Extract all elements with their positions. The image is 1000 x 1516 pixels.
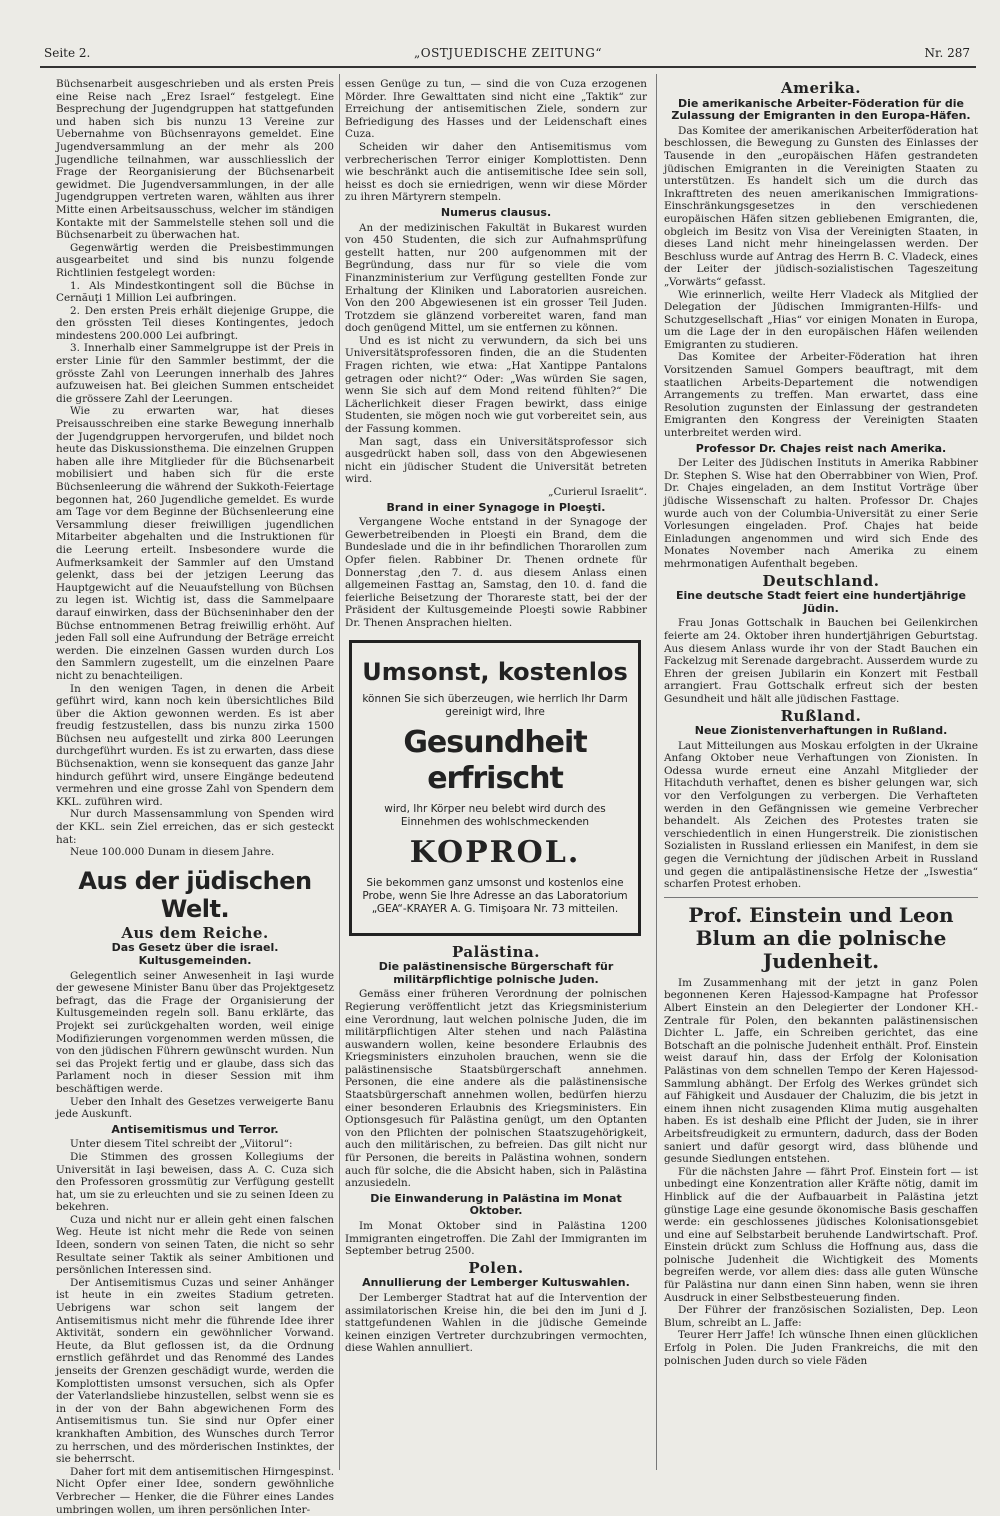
section-title-deutschland: Deutschland.: [762, 571, 880, 590]
paragraph: Wie erinnerlich, weilte Herr Vladeck als Mitglied der Delegation der Jüdischen Immigranten-Hilfs- und Schutzgesellschaft „Hias“ vor einigen Monaten in Europa, um die Lage der in den europäischen Häfen weilenden Emigranten zu studieren.: [664, 288, 978, 351]
paragraph: Im Zusammenhang mit der jetzt in ganz Polen begonnenen Keren Hajessod-Kampagne hat Professor Albert Einstein an den Delegierter der Londoner KH.-Zentrale für Polen, den bekannten palästinensischen Dichter L. Jaffe, ein Schreiben gerichtet, das eine Botschaft an die polnische Judenheit enthält. Prof. Einstein weist darauf hin, dass der Erfolg der Kolonisation Palästinas von dem schnellen Tempo der Keren Hajessod-Sammlung abhängt. Der Erfolg des Werkes gründet sich auf Fähigkeit und Ausdauer der Chaluzim, die bis jetzt in einem ihnen nicht zusagenden Klima mutig ausgehalten haben. Es ist deshalb eine Pflicht der Juden, sie in ihrer Arbeitsfreudigkeit zu ermuntern, dadurch, dass der Boden saniert und dafür gesorgt wird, dass blühende und gesunde Siedlungen entstehen.: [664, 976, 978, 1166]
paragraph: Gemäss einer früheren Verordnung der polnischen Regierung veröffentlicht jetzt das Kriegsministerium eine Verordnung, laut welchen polnische Juden, die im militärpflichtigen Alter stehen und nach Palästina auswandern wollen, keine besondere Erlaubnis des Kriegsministers einzuholen brauchen, wenn sie die palästinensische Staatsbürgerschaft annehmen. Personen, die eine andere als die palästinensische Staatsbürgerschaft annehmen wollen, bedürfen hierzu einer besonderen Erlaubnis des Kriegsministers. Ein Optionsgesuch für Palästina genügt, um den Optanten von den Pflichten der polnischen Staatszugehörigkeit, auch den militärischen, zu befreien. Das gilt nicht nur für Personen, die bereits in Palästina wohnen, sondern auch für solche, die die Absicht haben, sich in Palästina anzusiedeln.: [345, 988, 647, 1190]
column-divider: [339, 74, 340, 1470]
ad-text: wird, Ihr Körper neu belebt wird durch des Einnehmen des wohlschmeckenden: [384, 802, 606, 828]
paragraph: Teurer Herr Jaffe! Ich wünsche Ihnen einen glücklichen Erfolg in Polen. Die Juden Frankreichs, die mit den polnischen Juden durch so viele Fäden: [664, 1329, 978, 1367]
paragraph: Im Monat Oktober sind in Palästina 1200 Immigranten eingetroffen. Die Zahl der Immigranten im September betrug 2500.: [345, 1220, 647, 1258]
paragraph: Und es ist nicht zu verwundern, da sich bei uns Universitätsprofessoren finden, die an die Studenten Fragen richten, wie etwa: „Hat Xantippe Pantalons getragen oder nicht?“ Oder: „Was würden Sie sagen, wenn Sie sich auf dem Mond reitend fühlten?“ Die Lächerlichkeit dieser Fragen bewirkt, dass einige Studenten, sie mögen noch wie gut vorbereitet sein, aus der Fassung kommen.: [345, 334, 647, 436]
paragraph: Vergangene Woche entstand in der Synagoge der Gewerbetreibenden in Ploeşti ein Brand, dem die Bundeslade und die in ihr befindlichen Thorarollen zum Opfer fielen. Rabbiner Dr. Thenen ordnete für Donnerstag ,den 7. d. aus diesem Anlass einen allgemeinen Fasttag an, Samstag, den 10. d. fand die feierliche Beisetzung der Thorareste statt, bei der der Präsident der Kultusgemeinde Ploeşti sowie Rabbiner Dr. Thenen Ansprachen hielten.: [345, 516, 647, 629]
paragraph: Unter diesem Titel schreibt der „Viitorul“:: [70, 1138, 293, 1151]
section-title-amerika: Amerika.: [781, 79, 861, 97]
paragraph: Scheiden wir daher den Antisemitismus vom verbrecherischen Terror einiger Komplottisten. Denn wie beschränkt auch die antisemitische Idee sein soll, heisst es doch sie erniedrigen, wenn wir diese Mörder zu ihren Märtyrern stempeln.: [345, 140, 647, 204]
paragraph: Nur durch Massensammlung von Spenden wird der KKL. sein Ziel erreichen, das er sich gesteckt hat:: [56, 808, 334, 846]
section-title-russland: Rußland.: [780, 706, 862, 725]
article-title: Antisemitismus und Terror.: [111, 1122, 279, 1136]
paragraph: Ueber den Inhalt des Gesetzes verweigerte Banu jede Auskunft.: [56, 1095, 334, 1121]
article-title: Die amerikanische Arbeiter-Föderation für die Zulassung der Emigranten in den Europa-Häfen.: [671, 96, 971, 123]
paragraph: Für die nächsten Jahre — fährt Prof. Einstein fort — ist unbedingt eine Konzentration aller Kräfte nötig, damit im Hinblick auf die der Aufbauarbeit in Palästina jetzt günstige Lage eine gesunde ökonomische Basis geschaffen werde: ein geschlossenes jüdisches Kolonisationsgebiet und eine auf Selbstarbeit beruhende Landwirtschaft. Prof. Einstein drückt zum Schluss die Hoffnung aus, dass die polnische Judenheit die Wichtigkeit des Moments begreifen werde, vor allem dies: dass alle guten Wünsche für Palästina nur dann einen Sinn haben, wenn sie ihren Ausdruck in einer Selbstbesteuerung finden.: [664, 1165, 978, 1304]
paragraph: An der medizinischen Fakultät in Bukarest wurden von 450 Studenten, die sich zur Aufnahmsprüfung gestellt hatten, nur 200 aufgenommen mit der Begründung, dass nur für so viele die vom Finanzministerium zur Verfügung gestellten Fonde zur Erhaltung der Kliniken und Laboratorien ausreichen. Von den 200 Abgewiesenen ist ein grosser Teil Juden. Trotzdem sie glänzend vorbereitet waren, fand man doch genügend Mittel, um sie entfernen zu können.: [345, 221, 647, 335]
article-title: Eine deutsche Stadt feiert eine hundertjährige Jüdin.: [676, 589, 966, 615]
masthead-title: „OSTJUEDISCHE ZEITUNG“: [414, 46, 602, 60]
paragraph: Der Lemberger Stadtrat hat auf die Intervention der assimilatorischen Kreise hin, die bei den im Juni d J. stattgefundenen Wahlen in die jüdische Gemeinde keinen einzigen Vertreter durchzubringen vermochten, diese Wahlen annulliert.: [345, 1291, 647, 1355]
paragraph: Gelegentlich seiner Anwesenheit in Iaşi wurde der gewesene Minister Banu über das Projektgesetz befragt, das die Frage der Organisierung der Kultusgemeinden regeln soll. Banu erklärte, das Projekt sei zurückgehalten worden, weil einige Modifizierungen vorgenommen werden müssen, die von den jüdischen Führern gewünscht wurden. Nun sei das Projekt fertig und er glaube, dass sich das Parlament noch in dieser Session mit ihm beschäftigen werde.: [56, 969, 334, 1095]
article-title: Brand in einer Synagoge in Ploeşti.: [386, 500, 606, 514]
article-title: Die Einwanderung in Palästina im Monat Oktober.: [370, 1191, 622, 1218]
column-divider: [656, 74, 657, 1470]
source-attribution: „Curierul Israelit“.: [548, 486, 647, 498]
ad-brand: KOPROL.: [409, 834, 581, 870]
paragraph: 3. Innerhalb einer Sammelgruppe ist der Preis in erster Linie für den Sammler bestimmt, der die grösste Zahl von Leerungen innerhalb des Jahres aufzuweisen hat. Bei gleichen Summen entscheidet die grössere Zahl der Leerungen.: [56, 342, 334, 405]
page-label: Seite 2.: [44, 46, 91, 60]
paragraph: Wie zu erwarten war, hat dieses Preisausschreiben eine starke Bewegung innerhalb der Jugendgruppen hervorgerufen, und bildet noch heute das Diskussionsthema. Die einzelnen Gruppen haben alle ihre Mitglieder für die Büchsenarbeit mobilisiert und haben sich für die erste Büchsenleerung die während der Sukkoth-Feiertage begonnen hat, 260 Jugendliche gemeldet. Es wurde am Tage vor dem Beginne der Büchsenleerung eine Versammlung dieser freiwilligen jugendlichen Mitarbeiter abgehalten und die Instruktionen für die Leerung erteilt. Insbesondere wurde die Aufmerksamkeit der Sammler auf den Umstand gelenkt, dass bei der jetzigen Leerung das Hauptgewicht auf die Neuaufstellung von Büchsen zu legen ist. Wichtig ist, dass die Sammelpaare darauf einwirken, dass der Büchseninhaber den der Büchse entnommenen Betrag freiwillig erhöht. Auf jeden Fall soll eine Aufrundung der Beträge erreicht werden. Die einzelnen Gassen wurden durch Los den Sammlern zugestellt, um die einzelnen Paare nicht zu benachteiligen.: [56, 405, 334, 682]
paragraph: Cuza und nicht nur er allein geht einen falschen Weg. Heute ist nicht mehr die Rede von seinen Ideen, sondern von seinen Taten, die nicht so sehr Resultate seiner Taktik als seiner Ambitionen und persönlichen Interessen sind.: [56, 1213, 334, 1277]
paragraph: Gegenwärtig werden die Preisbestimmungen ausgearbeitet und sind bis nunzu folgende Richtlinien festgelegt worden:: [56, 241, 334, 279]
article-title: Das Gesetz über die israel. Kultusgemeinden.: [111, 941, 279, 967]
article-title: Neue Zionistenverhaftungen in Rußland.: [694, 724, 948, 738]
paragraph: In den wenigen Tagen, in denen die Arbeit geführt wird, kann noch kein übersichtliches Bild über die Aktion gewonnen werden. Es ist aber freudig festzustellen, dass bis nunzu zirka 1500 Büchsen neu aufgestellt und zirka 800 Leerungen durchgeführt wurden. Es ist zu erwarten, dass diese Büchsenaktion, wenn sie konsequent das ganze Jahr hindurch geführt wird, unsere Eingänge bedeutend vermehren und eine grosse Zahl von Spendern dem KKL. zuführen wird.: [56, 682, 334, 808]
paragraph: Frau Jonas Gottschalk in Bauchen bei Geilenkirchen feierte am 24. Oktober ihren hundertjährigen Geburtstag. Aus diesem Anlass wurde ihr von der Stadt Bauchen ein Fackelzug mit Serenade dargebracht. Ausserdem wurde zu Ehren der greisen Jubilarin ein Konzert mit Festball arrangiert. Frau Gottschalk erfreut sich der besten Gesundheit und hält alle jüdischen Fasttage.: [664, 617, 978, 705]
ad-headline: Umsonst, kostenlos: [362, 657, 628, 686]
paragraph: Das Komitee der Arbeiter-Föderation hat ihren Vorsitzenden Samuel Gompers beauftragt, mit dem staatlichen Arbeits-Departement die notwendigen Arrangements zu treffen. Man erwartet, dass eine Resolution zugunsten der Einlassung der gestrandeten Emigranten den Kongress der Vereinigten Staaten unterbreitet werden wird.: [664, 351, 978, 440]
issue-number: Nr. 287: [924, 46, 970, 60]
paragraph: Der Antisemitismus Cuzas und seiner Anhänger ist heute in ein zweites Stadium getreten. Uebrigens war schon seit langem der Antisemitismus nicht mehr die führende Idee ihrer Aktivität, sondern ein gewöhnlicher Vorwand. Heute, da Blut geflossen ist, da die Ordnung ernstlich gefährdet und das Renommé des Landes jenseits der Grenzen geschädigt wurde, werden die Komplottisten umsonst versuchen, sich als Opfer der Vaterlandsliebe hinzustellen, selbst wenn sie es in der von der Bahn abgewichenen Form des Antisemitismus tun. Sie sind nur Opfer einer krankhaften Ambition, des Wunsches durch Terror zu herrschen, und des mörderischen Instinktes, der sie beherrscht.: [56, 1276, 334, 1466]
paragraph: Büchsenarbeit ausgeschrieben und als ersten Preis eine Reise nach „Erez Israel“ festgelegt. Eine Besprechung der Jugendgruppen hat stattgefunden und haben sich bis nunzu 13 Vereine zur Uebernahme von Büchsenrayons gemeldet. Eine Jugendversammlung an der mehr als 200 Jugendliche teilnahmen, war ausschliesslich der Frage der Reorganisierung der Büchsenarbeit gewidmet. Die Jugendversammlungen, in der alle Jugendgruppen vertreten waren, wählten aus ihrer Mitte einen Arbeitsausschuss, welcher im ständigen Kontakte mit der Sammelstelle stehen soll und die Büchsenarbeit zu überwachen hat.: [56, 78, 334, 242]
article-title: Numerus clausus.: [440, 205, 552, 219]
paragraph: Das Komitee der amerikanischen Arbeiterföderation hat beschlossen, die Bewegung zu Gunsten des Einlasses der Tausende in den „europäischen Häfen gestrandeten jüdischen Emigranten in die Vereinigten Staaten zu unterstützen. Es handelt sich um die durch das Inkrafttreten des neuen amerikanischen Immigrations-Einschränkungsgesetzes in den verschiedenen europäischen Häfen sitzen gebliebenen Emigranten, die, obgleich im Besitz von Visa der Vereinigten Staaten, in dieses Land nicht mehr hineingelassen werden. Der Beschluss wurde auf Antrag des Herrn B. C. Vladeck, eines der Leiter der jüdisch-sozialistischen Tageszeitung „Vorwärts“ gefasst.: [664, 124, 978, 288]
section-rule: [664, 897, 978, 898]
header-rule: [40, 66, 976, 68]
koprol-advertisement: [349, 640, 641, 936]
ad-text: Sie bekommen ganz umsonst und kostenlos eine Probe, wenn Sie Ihre Adresse an das Laboratorium „GEA“-KRAYER A. G. Timişoara Nr. 73 mitteilen.: [362, 876, 628, 915]
column-3: [664, 78, 978, 1470]
paragraph: Neue 100.000 Dunam in diesem Jahre.: [70, 846, 275, 859]
ad-headline: Gesundheit erfrischt: [403, 724, 587, 796]
column-1: [56, 78, 334, 1516]
paragraph: 1. Als Mindestkontingent soll die Büchse in Cernăuţi 1 Million Lei aufbringen.: [56, 279, 334, 305]
paragraph: Daher fort mit dem antisemitischen Hirngespinst. Nicht Opfer einer Idee, sondern gewöhnliche Verbrecher — Henker, die die Führer eines Landes umbringen wollen, um ihren persönlichen Inter-: [56, 1465, 334, 1516]
paragraph: Der Leiter des Jüdischen Instituts in Amerika Rabbiner Dr. Stephen S. Wise hat den Oberrabbiner von Wien, Prof. Dr. Chajes eingeladen, an dem Institut Vorträge über jüdische Wissenschaft zu halten. Professor Dr. Chajes wurde auch von der Columbia-Universität zu einer Serie Vorlesungen eingeladen. Prof. Chajes hat beide Einladungen angenommen und wird sich Ende des Monates November nach Amerika zu einem mehrmonatigen Aufenthalt begeben.: [664, 457, 978, 570]
paragraph: essen Genüge zu tun, — sind die von Cuza erzogenen Mörder. Ihre Gewalttaten sind nicht eine „Taktik“ zur Erreichung der antisemitischen Ziele, sondern zur Befriedigung des Hasses und der Leidenschaft eines Cuza.: [345, 78, 647, 141]
paragraph: 2. Den ersten Preis erhält diejenige Gruppe, die den grössten Teil dieses Kontingentes, jedoch mindestens 200.000 Lei aufbringt.: [56, 304, 334, 342]
article-title-einstein: Prof. Einstein und Leon Blum an die polnische Judenheit.: [688, 902, 954, 973]
article-title: Professor Dr. Chajes reist nach Amerika.: [695, 441, 947, 455]
section-title-polen: Polen.: [468, 1258, 524, 1277]
section-title-palaestina: Palästina.: [452, 942, 540, 961]
paragraph: Man sagt, dass ein Universitätsprofessor sich ausgedrückt haben soll, dass von den Abgewiesenen nicht ein jüdischer Student die Universität betreten wird.: [345, 435, 647, 486]
ad-text: können Sie sich überzeugen, wie herrlich Ihr Darm gereinigt wird, Ihre: [362, 692, 628, 718]
column-2: [345, 78, 647, 1470]
article-title: Annullierung der Lemberger Kultuswahlen.: [362, 1276, 630, 1290]
page-header: [40, 46, 976, 64]
section-title-reiche: Aus dem Reiche.: [121, 923, 269, 942]
paragraph: Der Führer der französischen Sozialisten, Dep. Leon Blum, schreibt an L. Jaffe:: [664, 1304, 978, 1329]
article-title: Die palästinensische Bürgerschaft für militärpflichtige polnische Juden.: [378, 960, 614, 986]
paragraph: Die Stimmen des grossen Kollegiums der Universität in Iaşi beweisen, dass A. C. Cuza sich den Professoren grossmütig zur Verfügung gestellt hat, um sie zu erleuchten und sie zu seinen Ideen zu bekehren.: [56, 1150, 334, 1214]
paragraph: Laut Mitteilungen aus Moskau erfolgten in der Ukraine Anfang Oktober neue Verhaftungen von Zionisten. In Odessa wurde erneut eine Anzahl Mitglieder der Hitachduth verhaftet, denen es bisher gelungen war, sich vor den Verfolgungen zu verbergen. Die Verhafteten werden in den Gefängnissen wie gemeine Verbrecher behandelt. Als Zeichen des Protestes traten sie verschiedentlich in einen Hungerstreik. Die zionistischen Sozialisten in Russland erliessen ein Manifest, in dem sie gegen die Vernichtung der jüdischen Arbeit in Russland und gegen die antipalästinensische Hetze der „Iswestia“ scharfen Protest erhoben.: [664, 739, 978, 891]
section-title-juedische-welt: Aus der jüdischen Welt.: [78, 866, 312, 923]
